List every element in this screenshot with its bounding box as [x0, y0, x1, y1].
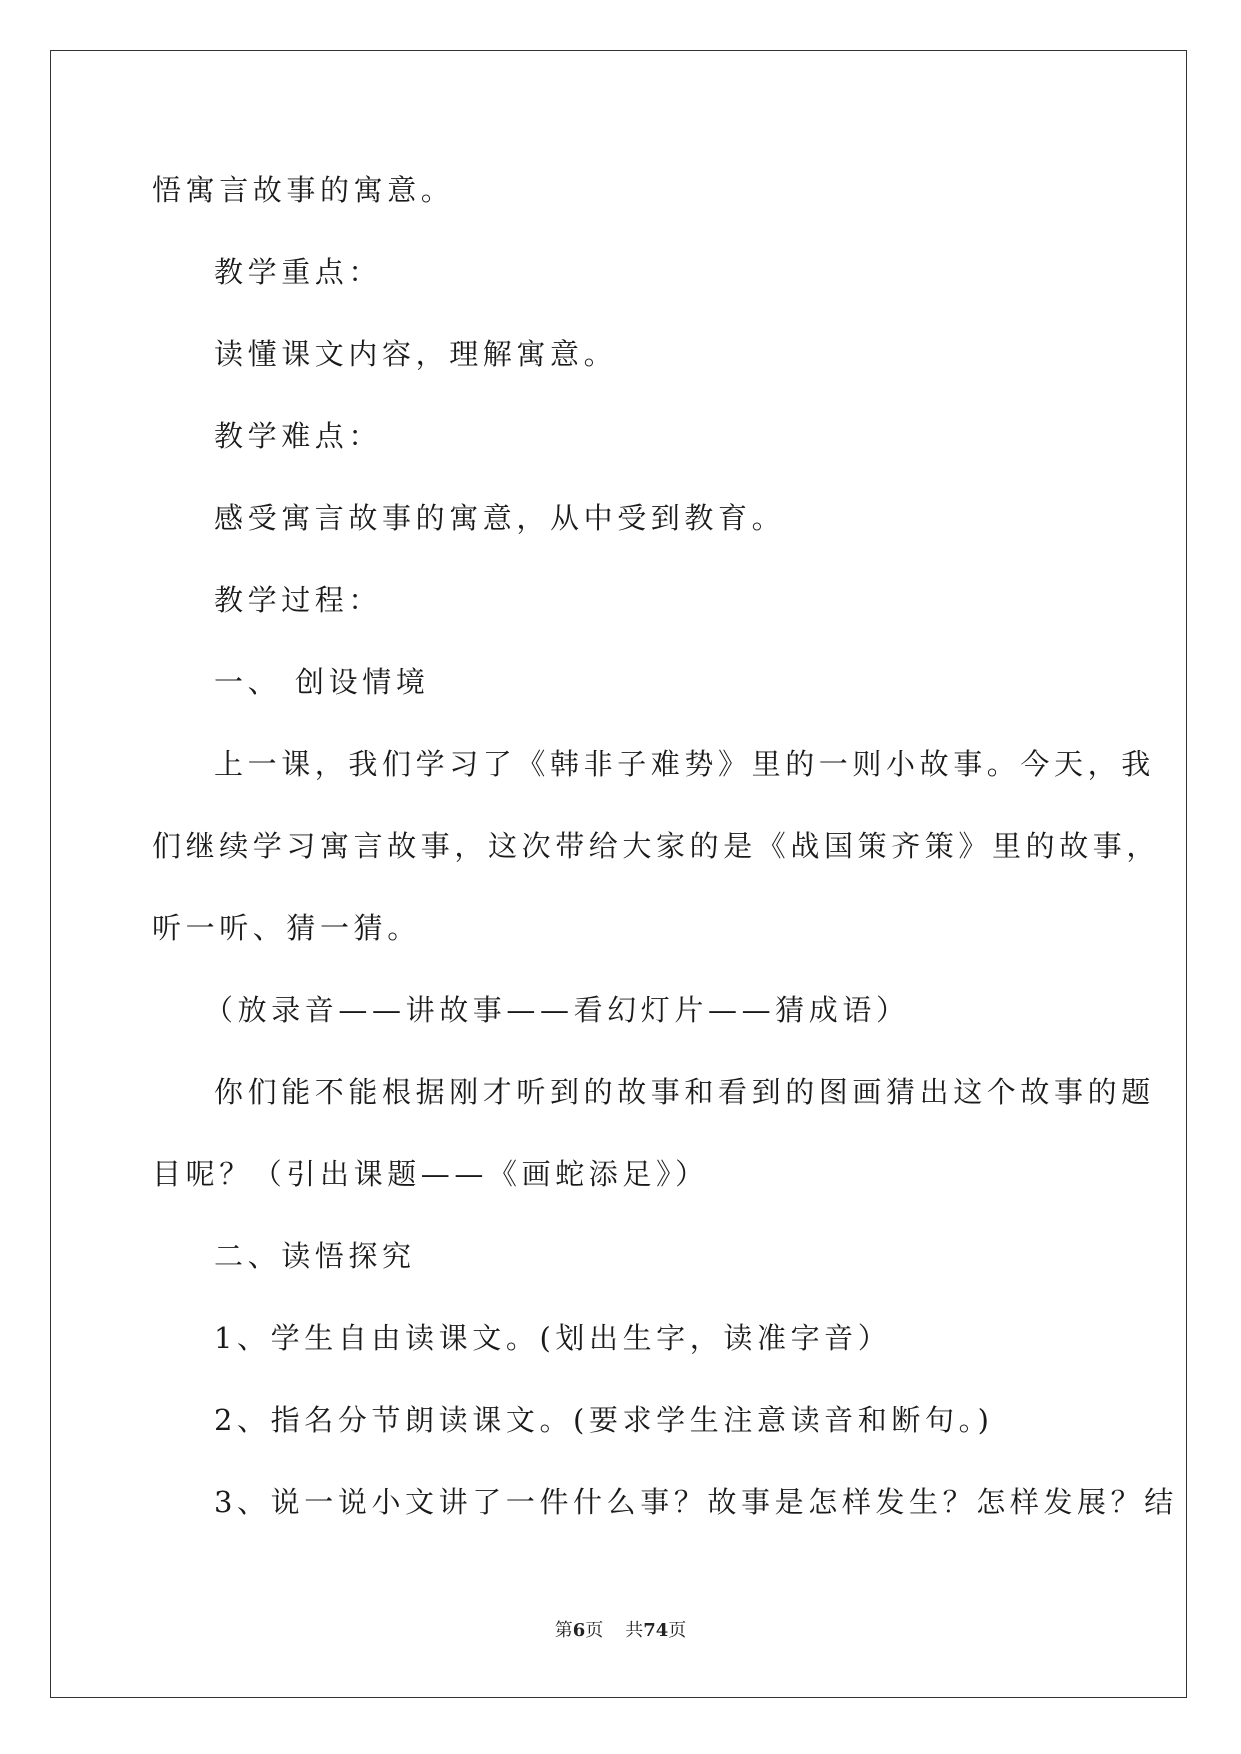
list-item: 1、学生自由读课文。(划出生字，读准字音）: [214, 1321, 892, 1355]
total-pages: 74: [643, 1620, 669, 1641]
text-line: 们继续学习寓言故事，这次带给大家的是《战国策齐策》里的故事，: [152, 829, 1161, 863]
text-line: 感受寓言故事的寓意，从中受到教育。: [214, 501, 786, 535]
text-line: 你们能不能根据刚才听到的故事和看到的图画猜出这个故事的题: [214, 1075, 1155, 1109]
text-line: 目呢？（引出课题——《画蛇添足》）: [152, 1157, 709, 1191]
section-heading: 一、 创设情境: [214, 665, 430, 699]
text-line: 听一听、猜一猜。: [152, 911, 421, 945]
page-footer: [0, 1616, 1241, 1642]
document-body: [152, 165, 1178, 1559]
text-line: 读懂课文内容，理解寓意。: [214, 337, 618, 371]
page-prefix: 第: [554, 1620, 573, 1641]
text-line: （放录音——讲故事——看幻灯片——猜成语）: [204, 993, 910, 1027]
section-heading: 教学难点：: [214, 419, 383, 453]
list-item: 2、指名分节朗读课文。(要求学生注意读音和断句。): [214, 1403, 994, 1437]
text-line: 悟寓言故事的寓意。: [152, 173, 455, 207]
text-line: 上一课，我们学习了《韩非子难势》里的一则小故事。今天，我: [214, 747, 1155, 781]
section-heading: 二、读悟探究: [214, 1239, 416, 1273]
section-heading: 教学过程：: [214, 583, 383, 617]
total-prefix: 共: [625, 1620, 644, 1641]
total-suffix: 页: [668, 1620, 687, 1641]
page-suffix: 页: [585, 1620, 604, 1641]
section-heading: 教学重点：: [214, 255, 383, 289]
page-number: 6: [572, 1620, 586, 1641]
list-item: 3、说一说小文讲了一件什么事？故事是怎样发生？怎样发展？结: [214, 1485, 1178, 1519]
